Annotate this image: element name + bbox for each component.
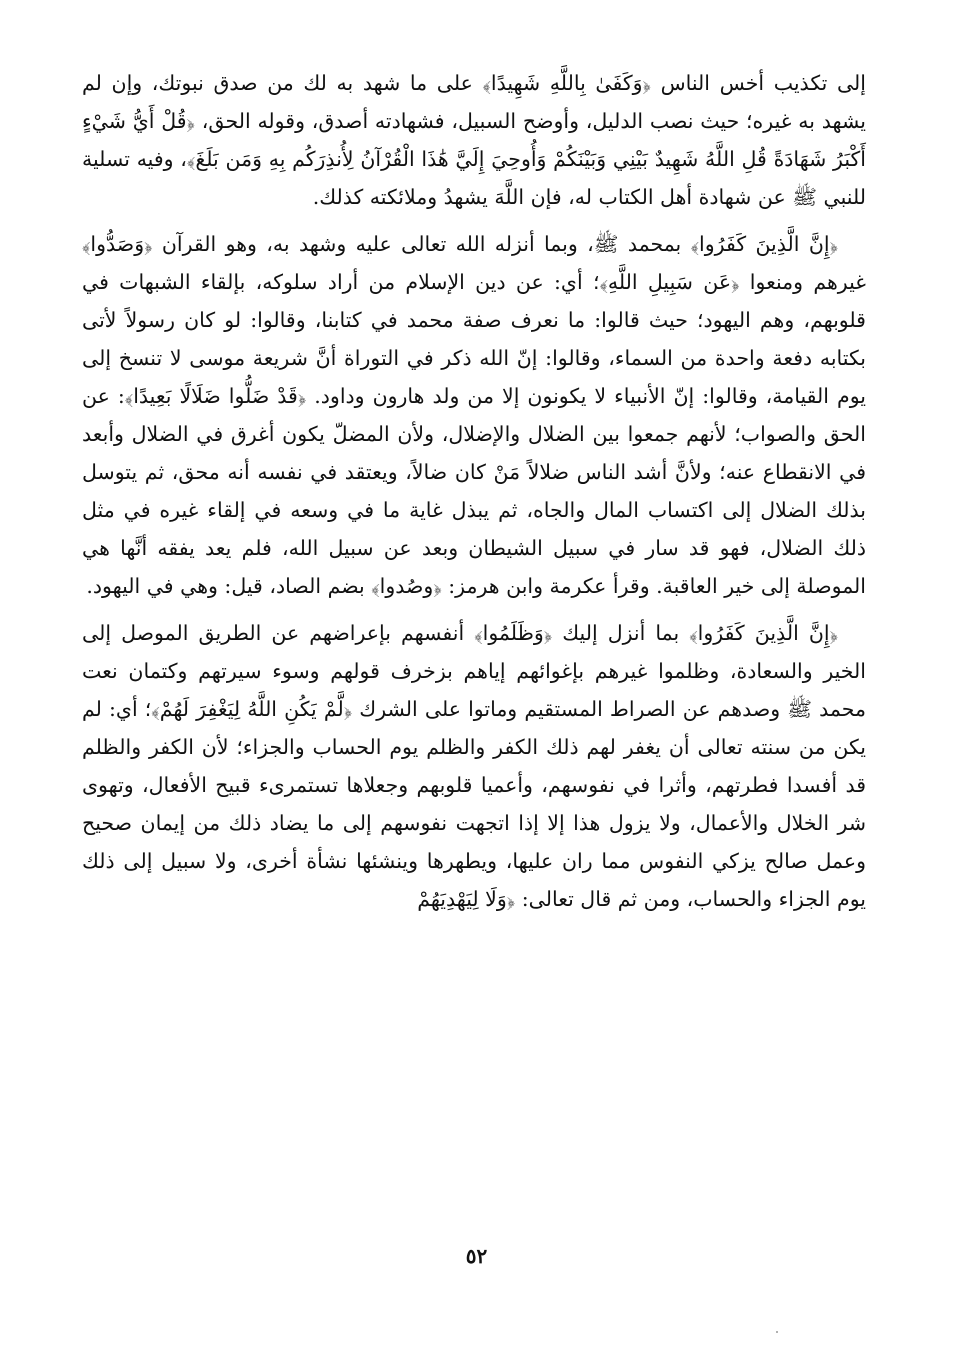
- paragraph-3: ﴿إِنَّ الَّذِينَ كَفَرُوا﴾ بما أنزل إليك ﴿وَظَلَمُوا﴾ أنفسهم بإعراضهم عن الطريق الموصل إلى الخير والسعادة، وظلموا غيرهم بإغوائهم إياهم بزخرف قولهم وسوء سيرتهم وكتمان نعت محمد ﷺ وصدهم عن الصراط المستقيم وماتوا على الشرك ﴿لَّمْ يَكُنِ اللَّهُ لِيَغْفِرَ لَهُمْ﴾؛ أي: لم يكن من سنته تعالى أن يغفر لهم ذلك الكفر والظلم يوم الحساب والجزاء؛ لأن الكفر والظلم قد أفسدا فطرتهم، وأثرا في نفوسهم، وأعميا قلوبهم وجعلاها تستمرىء قبيح الأفعال، وتهوى شر الخلال والأعمال، ولا يزول هذا إلا إذا اتجهت نفوسهم إلى ما يضاد ذلك من إيمان صحيح وعمل صالح يزكي النفوس مما ران عليها، ويطهرها وينشئها نشأة أخرى، ولا سبيل إلى ذلك يوم الجزاء والحساب، ومن ثم قال تعالى: ﴿وَلَا لِيَهْدِيَهُمْ: [82, 621, 866, 911]
- page-number: ٥٢: [465, 1244, 488, 1268]
- scan-speck: [776, 1331, 778, 1333]
- main-text: [82, 64, 866, 918]
- paragraph-1: إلى تكذيب أخس الناس ﴿وَكَفَىٰ بِاللَّهِ شَهِيدًا﴾ على ما شهد به لك من صدق نبوتك، وإن لم يشهد به غيره؛ حيث نصب الدليل، وأوضح السبيل، فشهادته أصدق، وقوله الحق، ﴿قُلْ أَيُّ شَيْءٍ أَكْبَرُ شَهَادَةً قُلِ اللَّهُ شَهِيدٌ بَيْنِي وَبَيْنَكُمْ وَأُوحِيَ إِلَيَّ هَٰذَا الْقُرْآنُ لِأُنذِرَكُم بِهِ وَمَن بَلَغَ﴾، وفيه تسلية للنبي ﷺ عن شهادة أهل الكتاب له، فإن اللَّهَ يشهدُ وملائكته كذلك.: [82, 71, 866, 209]
- paragraph-2: ﴿إِنَّ الَّذِينَ كَفَرُوا﴾ بمحمد ﷺ، وبما أنزله الله تعالى عليه وشهد به، وهو القرآن ﴿وَصَدُّوا﴾ غيرهم ومنعوا ﴿عَن سَبِيلِ اللَّهِ﴾؛ أي: عن دين الإسلام من أراد سلوكه، بإلقاء الشبهات في قلوبهم، وهم اليهود؛ حيث قالوا: ما نعرف صفة محمد في كتابنا، وقالوا: لو كان رسولاً لأتى بكتابه دفعة واحدة من السماء، وقالوا: إنّ الله ذكر في التوراة أنَّ شريعة موسى لا تنسخ إلى يوم القيامة، وقالوا: إنّ الأنبياء لا يكونون إلا من ولد هارون وداود. ﴿قَدْ ضَلُّوا ضَلَالًا بَعِيدًا﴾: عن الحق والصواب؛ لأنهم جمعوا بين الضلال والإضلال، ولأن المضلّ يكون أغرق في الضلال وأبعد في الانقطاع عنه؛ ولأنَّ أشد الناس ضلالاً مَنْ كان ضالاً، ويعتقد في نفسه أنه محق، ثم يتوسل بذلك الضلال إلى اكتساب المال والجاه، ثم يبذل غاية ما في وسعه في إلقاء غيره في مثل ذلك الضلال، فهو قد سار في سبيل الشيطان وبعد عن سبيل الله، فلم يعد يفقه أنَّها هي الموصلة إلى خير العاقبة. وقرأ عكرمة وابن هرمز: ﴿وصُدوا﴾ بضم الصاد، قيل: وهي في اليهود.: [82, 232, 866, 598]
